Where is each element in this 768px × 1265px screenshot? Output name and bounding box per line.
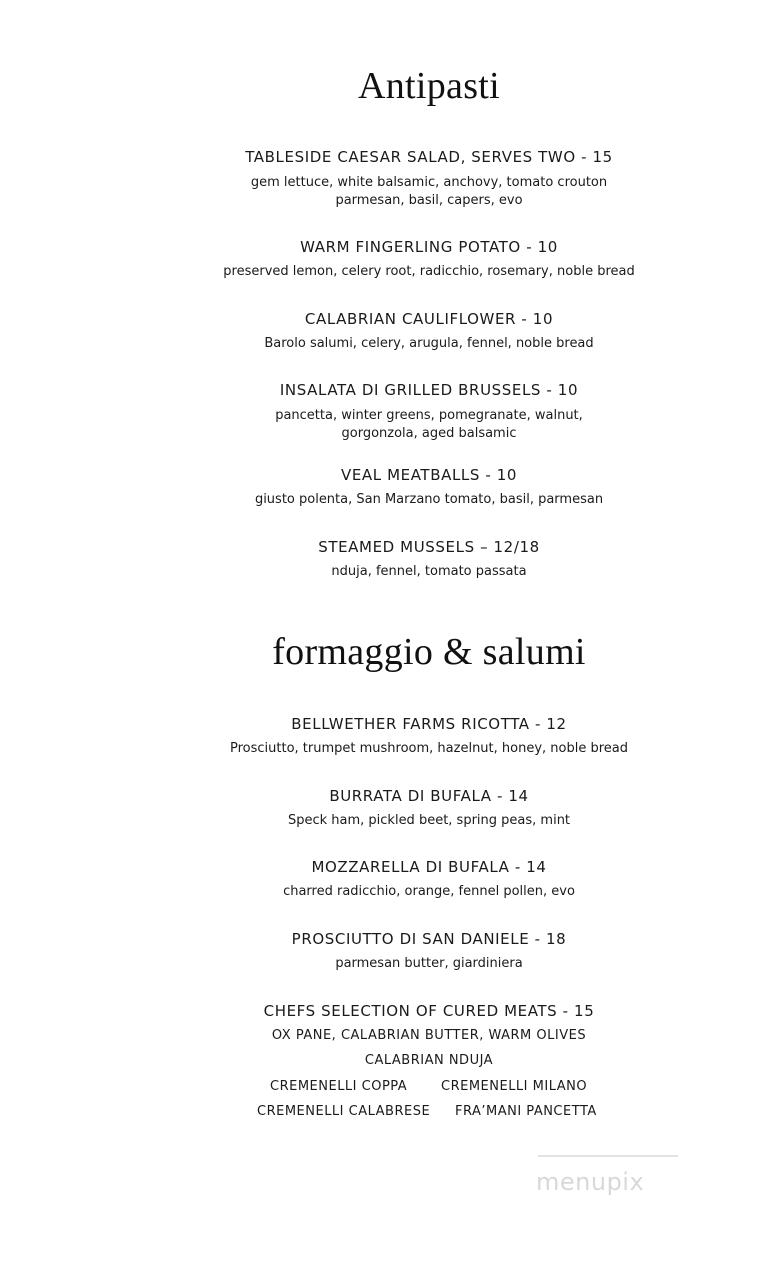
- menu-item-description: pancetta, winter greens, pomegranate, walnut,: [275, 408, 583, 423]
- menu-item-name: TABLESIDE CAESAR SALAD, SERVES TWO - 15: [245, 148, 613, 166]
- menu-item-description: parmesan, basil, capers, evo: [335, 193, 523, 208]
- menu-item-name: CHEFS SELECTION OF CURED MEATS - 15: [263, 1002, 595, 1020]
- section-title-formaggio-salumi: formaggio & salumi: [272, 631, 586, 673]
- menu-item-name: BURRATA DI BUFALA - 14: [329, 787, 529, 805]
- menu-item-description: Barolo salumi, celery, arugula, fennel, noble bread: [264, 336, 594, 351]
- cured-option: CREMENELLI COPPA: [270, 1079, 408, 1094]
- menu-item-name: PROSCIUTTO DI SAN DANIELE - 18: [291, 930, 567, 948]
- menu-item-name: BELLWETHER FARMS RICOTTA - 12: [291, 715, 567, 733]
- menu-item-description: Speck ham, pickled beet, spring peas, mint: [287, 813, 571, 828]
- menu-item-name: INSALATA DI GRILLED BRUSSELS - 10: [279, 381, 579, 399]
- menu-item-description: Prosciutto, trumpet mushroom, hazelnut, honey, noble bread: [229, 741, 629, 756]
- menu-item-description: preserved lemon, celery root, radicchio, rosemary, noble bread: [223, 264, 635, 279]
- menu-item-description: gem lettuce, white balsamic, anchovy, tomato crouton: [250, 175, 608, 190]
- section-title-antipasti: Antipasti: [357, 65, 501, 107]
- menu-item-name: MOZZARELLA DI BUFALA - 14: [311, 858, 547, 876]
- menu-item-description: parmesan butter, giardiniera: [335, 956, 523, 971]
- menu-item-description: gorgonzola, aged balsamic: [341, 426, 517, 441]
- watermark-logo: menupix: [536, 1168, 645, 1196]
- menu-item-description: CALABRIAN NDUJA: [364, 1053, 494, 1068]
- menu-item-name: CALABRIAN CAULIFLOWER - 10: [304, 310, 554, 328]
- menu-item-description: giusto polenta, San Marzano tomato, basil, parmesan: [254, 492, 604, 507]
- menu-item-description: nduja, fennel, tomato passata: [331, 564, 527, 579]
- menu-item-description: charred radicchio, orange, fennel pollen, evo: [283, 884, 575, 899]
- cured-option: CREMENELLI CALABRESE: [257, 1104, 431, 1119]
- cured-option: FRA’MANI PANCETTA: [455, 1104, 597, 1119]
- menu-item-name: VEAL MEATBALLS - 10: [340, 466, 518, 484]
- watermark-divider: [538, 1155, 678, 1157]
- menu-item-name: WARM FINGERLING POTATO - 10: [300, 238, 558, 256]
- menu-item-name: STEAMED MUSSELS – 12/18: [318, 538, 540, 556]
- cured-option: CREMENELLI MILANO: [441, 1079, 588, 1094]
- menu-item-description: OX PANE, CALABRIAN BUTTER, WARM OLIVES: [271, 1028, 587, 1043]
